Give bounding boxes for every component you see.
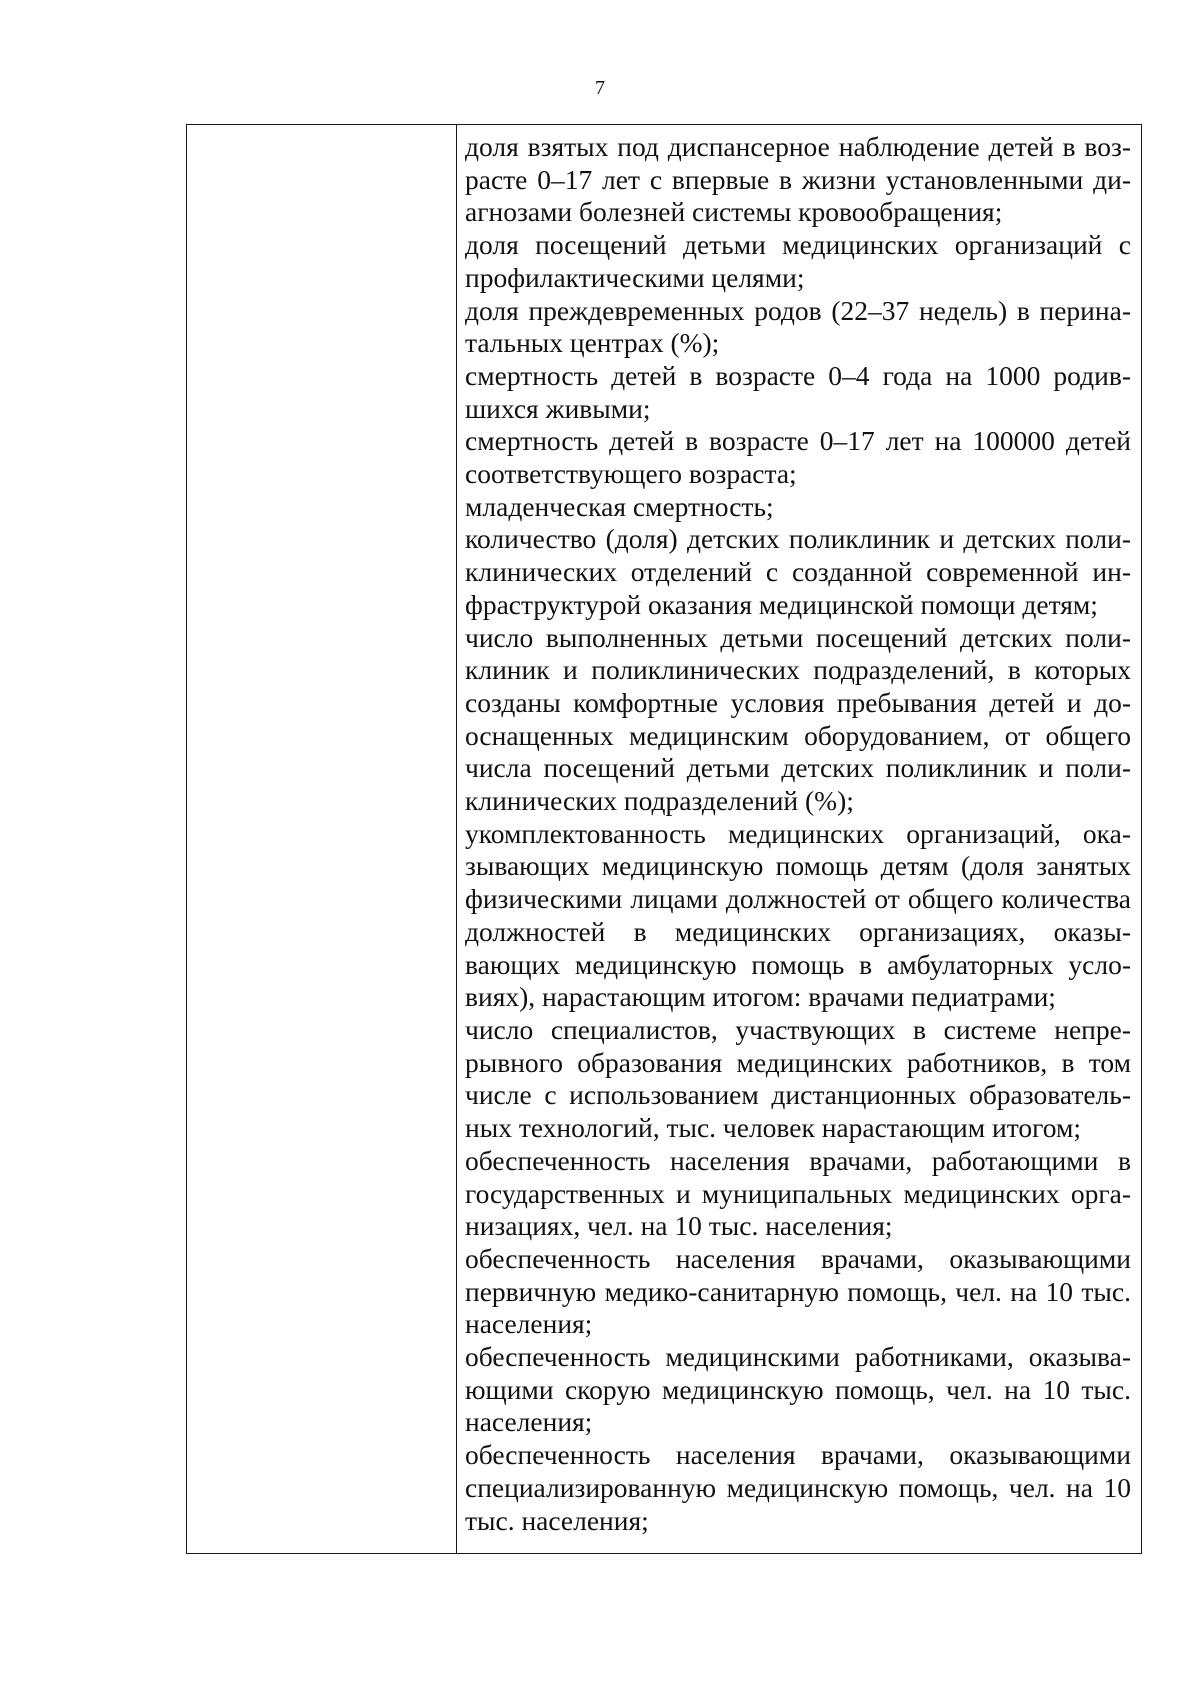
- indicator-item: обеспеченность населения врачами, оказывающими первичную медико-санитарную помощь, чел. на 10 тыс. населения;: [465, 1242, 1131, 1340]
- indicator-item: доля преждевременных родов (22–37 недель) в перинатальных центрах (%);: [465, 294, 1131, 359]
- page-number: 7: [595, 77, 605, 99]
- table-right-cell: [457, 125, 1141, 1553]
- indicator-item: число выполненных детьми посещений детских поликлиник и поликлинических подразделений, в которых созданы комфортные условия пребывания детей и дооснащенных медицинским оборудованием, от общего числа посещений детьми детских поликлиник и поликлинических подразделений (%);: [465, 621, 1131, 817]
- indicator-item: обеспеченность населения врачами, оказывающими специализированную медицинскую помощь, чел. на 10 тыс. населения;: [465, 1439, 1131, 1536]
- indicator-item: обеспеченность населения врачами, работающими в государственных и муниципальных медицинских организациях, чел. на 10 тыс. населения;: [465, 1144, 1131, 1242]
- indicator-item: количество (доля) детских поликлиник и детских поликлинических отделений с созданной современной инфраструктурой оказания медицинской помощи детям;: [465, 523, 1131, 620]
- indicator-item: обеспеченность медицинскими работниками, оказывающими скорую медицинскую помощь, чел. на 10 тыс. населения;: [465, 1341, 1131, 1438]
- indicators-table: [186, 124, 1142, 1554]
- indicator-item: доля взятых под диспансерное наблюдение детей в возрасте 0–17 лет с впервые в жизни установленными диагнозами болезней системы кровообращения;: [465, 131, 1131, 228]
- indicator-item: число специалистов, участвующих в системе непрерывного образования медицинских работников, в том числе с использованием дистанционных образовательных технологий, тыс. человек нарастающим итогом;: [465, 1013, 1131, 1144]
- indicator-item: укомплектованность медицинских организаций, оказывающих медицинскую помощь детям (доля занятых физическими лицами должностей от общего количества должностей в медицинских организациях, оказывающих медицинскую помощь в амбулаторных условиях), нарастающим итогом: врачами педиатрами;: [465, 817, 1131, 1013]
- indicator-item: смертность детей в возрасте 0–4 года на 1000 родившихся живыми;: [465, 359, 1131, 424]
- indicator-item: смертность детей в возрасте 0–17 лет на 100000 детей соответствующего возраста;: [465, 425, 1131, 490]
- indicator-item: младенческая смертность;: [465, 490, 774, 522]
- indicator-item: доля посещений детьми медицинских организаций с профилактическими целями;: [465, 229, 1131, 293]
- table-left-cell: [187, 125, 457, 1553]
